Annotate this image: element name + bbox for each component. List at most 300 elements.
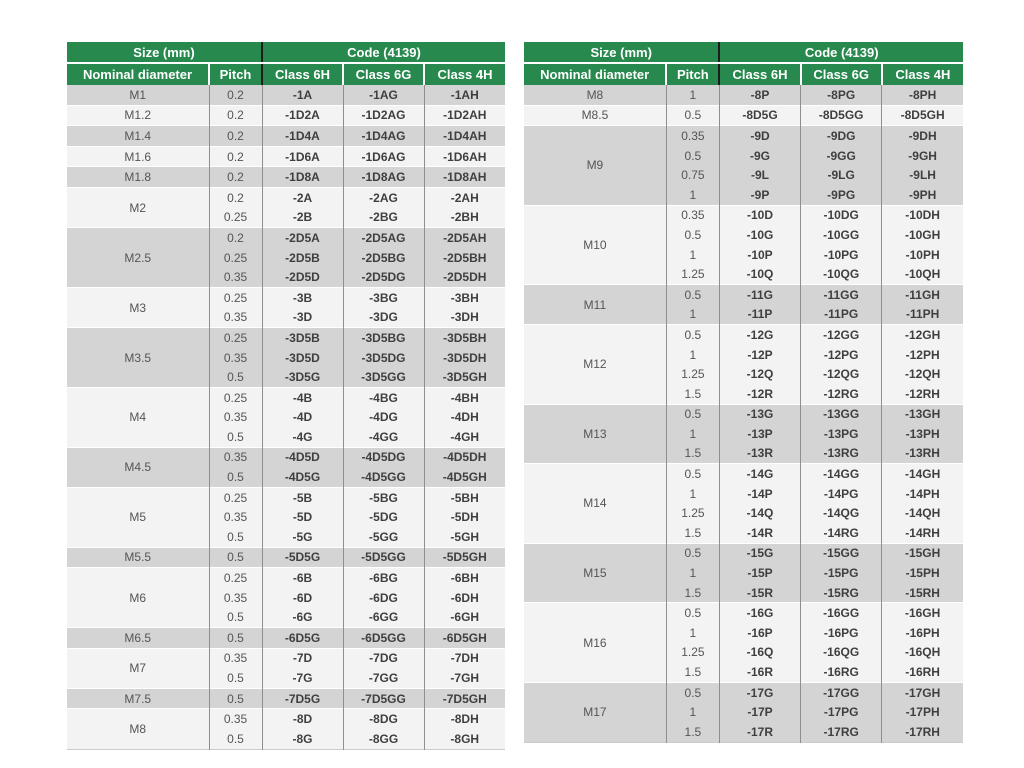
pitch-cell: 0.35 [666,126,719,146]
code-6g-cell: -2D5AG [343,228,424,248]
pitch-cell: 0.5 [666,464,719,484]
code-6g-cell: -7GG [343,668,424,688]
code-4h-cell: -13GH [882,404,963,424]
code-4139-header: Code (4139) [719,42,963,63]
pitch-cell: 0.5 [666,325,719,345]
code-6h-cell: -2A [262,187,343,207]
code-6h-cell: -5D5G [262,547,343,568]
pitch-cell: 0.5 [666,603,719,623]
code-4h-cell: -15PH [882,563,963,583]
code-6g-cell: -6D5GG [343,628,424,649]
code-6g-cell: -9PG [801,185,882,205]
code-6g-cell: -2BG [343,208,424,228]
code-6h-cell: -3D5G [262,367,343,387]
code-6g-cell: -10QG [801,264,882,284]
code-6h-cell: -1D2A [262,105,343,126]
table-row [524,603,963,623]
code-6h-cell: -9G [719,146,800,166]
code-4h-cell: -13PH [882,424,963,444]
code-6h-cell: -8G [262,729,343,749]
code-6g-cell: -6BG [343,568,424,588]
code-6g-cell: -13RG [801,444,882,464]
code-6h-cell: -14G [719,464,800,484]
pitch-cell: 0.5 [666,404,719,424]
pitch-cell: 1 [666,702,719,722]
table-body [67,85,505,749]
code-6h-cell: -3D5B [262,328,343,348]
code-4h-cell: -3D5GH [424,367,505,387]
code-6h-cell: -11G [719,284,800,304]
code-6h-cell: -16R [719,662,800,682]
pitch-cell: 0.75 [666,165,719,185]
code-4h-cell: -6GH [424,607,505,627]
code-6g-cell: -12RG [801,384,882,404]
pitch-cell: 0.25 [209,387,262,407]
code-6g-cell: -11PG [801,305,882,325]
pitch-cell: 0.5 [209,467,262,487]
code-4h-cell: -15GH [882,543,963,563]
code-4h-cell: -5DH [424,507,505,527]
code-6g-cell: -2AG [343,187,424,207]
pitch-cell: 0.2 [209,167,262,188]
nominal-diameter-cell: M3.5 [67,328,209,388]
pitch-cell: 1 [666,185,719,205]
code-4h-cell: -10GH [882,225,963,245]
code-4h-cell: -1AH [424,85,505,105]
pitch-cell: 0.5 [666,543,719,563]
pitch-cell: 0.2 [209,126,262,147]
code-6h-cell: -9D [719,126,800,146]
nominal-diameter-cell: M1 [67,85,209,105]
code-6g-cell: -3DG [343,308,424,328]
code-6g-cell: -9GG [801,146,882,166]
pitch-cell: 0.5 [666,682,719,702]
code-6g-cell: -4GG [343,427,424,447]
code-6h-cell: -16Q [719,643,800,663]
code-6g-cell: -1D2AG [343,105,424,126]
nominal-diameter-cell: M2 [67,187,209,227]
code-6h-cell: -4D5G [262,467,343,487]
pitch-cell: 0.2 [209,146,262,167]
pitch-cell: 0.2 [209,187,262,207]
class-6g-header: Class 6G [801,63,882,85]
code-6h-cell: -8D5G [719,105,800,126]
table-row [524,464,963,484]
code-6h-cell: -13P [719,424,800,444]
pitch-cell: 0.5 [209,607,262,627]
table-row [67,105,505,126]
class-6g-header: Class 6G [343,63,424,85]
code-4h-cell: -3BH [424,287,505,307]
code-6g-cell: -7DG [343,648,424,668]
table-row [524,682,963,702]
code-4h-cell: -17PH [882,702,963,722]
code-4h-cell: -7DH [424,648,505,668]
code-4h-cell: -8PH [882,85,963,105]
code-6h-cell: -7D [262,648,343,668]
code-4h-cell: -4D5DH [424,447,505,467]
code-6h-cell: -14R [719,523,800,543]
nominal-diameter-cell: M1.8 [67,167,209,188]
code-4h-cell: -16PH [882,623,963,643]
code-6g-cell: -14RG [801,523,882,543]
thread-code-table-left [67,42,505,750]
pitch-cell: 0.5 [209,688,262,709]
code-6h-cell: -2D5D [262,267,343,287]
pitch-cell: 0.5 [209,729,262,749]
code-6g-cell: -8GG [343,729,424,749]
size-mm-header: Size (mm) [524,42,719,63]
code-4h-cell: -4GH [424,427,505,447]
code-4h-cell: -15RH [882,583,963,603]
code-6g-cell: -6DG [343,588,424,608]
table-row [67,328,505,348]
pitch-cell: 1.5 [666,384,719,404]
code-6h-cell: -6D [262,588,343,608]
code-6g-cell: -1D8AG [343,167,424,188]
code-6h-cell: -6D5G [262,628,343,649]
code-6g-cell: -16RG [801,662,882,682]
code-4h-cell: -12RH [882,384,963,404]
pitch-cell: 1.5 [666,444,719,464]
code-4h-cell: -3D5BH [424,328,505,348]
code-6g-cell: -8DG [343,709,424,729]
nominal-diameter-cell: M1.2 [67,105,209,126]
code-6h-cell: -5D [262,507,343,527]
code-6g-cell: -10PG [801,245,882,265]
pitch-cell: 1 [666,484,719,504]
code-4h-cell: -9GH [882,146,963,166]
pitch-cell: 0.2 [209,105,262,126]
code-6h-cell: -1D4A [262,126,343,147]
thread-code-table-right [524,42,963,743]
code-4h-cell: -8GH [424,729,505,749]
code-4h-cell: -5BH [424,487,505,507]
pitch-cell: 1.5 [666,662,719,682]
code-6h-cell: -16G [719,603,800,623]
code-6g-cell: -13GG [801,404,882,424]
code-4139-header: Code (4139) [262,42,505,63]
code-4h-cell: -4D5GH [424,467,505,487]
code-4h-cell: -12GH [882,325,963,345]
code-6g-cell: -12PG [801,345,882,365]
pitch-cell: 1.5 [666,583,719,603]
pitch-cell: 0.5 [666,225,719,245]
code-4h-cell: -8DH [424,709,505,729]
code-6h-cell: -8P [719,85,800,105]
table-row [67,146,505,167]
code-6h-cell: -13R [719,444,800,464]
code-4h-cell: -10QH [882,264,963,284]
code-6h-cell: -7G [262,668,343,688]
nominal-diameter-cell: M5 [67,487,209,547]
pitch-cell: 0.25 [209,248,262,268]
pitch-cell: 1 [666,424,719,444]
pitch-cell: 0.5 [666,146,719,166]
code-6g-cell: -4D5GG [343,467,424,487]
nominal-diameter-cell: M8 [67,709,209,749]
pitch-cell: 1.5 [666,523,719,543]
pitch-cell: 0.25 [209,208,262,228]
pitch-cell: 1 [666,345,719,365]
table-row [67,688,505,709]
code-4h-cell: -11GH [882,284,963,304]
pitch-cell: 0.5 [209,427,262,447]
pitch-cell: 0.35 [209,267,262,287]
code-6g-cell: -14QG [801,503,882,523]
code-4h-cell: -10DH [882,205,963,225]
pitch-cell: 0.2 [209,228,262,248]
class-4h-header: Class 4H [882,63,963,85]
table-header [67,42,505,85]
code-6g-cell: -4D5DG [343,447,424,467]
pitch-cell: 0.25 [209,287,262,307]
code-6g-cell: -11GG [801,284,882,304]
code-6h-cell: -4B [262,387,343,407]
code-6h-cell: -11P [719,305,800,325]
code-6h-cell: -5B [262,487,343,507]
pitch-cell: 0.35 [209,408,262,428]
nominal-diameter-cell: M9 [524,126,666,205]
table-row [67,447,505,467]
table-row [524,284,963,304]
code-6g-cell: -4DG [343,408,424,428]
pitch-cell: 1.25 [666,503,719,523]
code-6h-cell: -9P [719,185,800,205]
code-6h-cell: -16P [719,623,800,643]
table-row [524,126,963,146]
nominal-diameter-cell: M3 [67,287,209,327]
code-4h-cell: -17GH [882,682,963,702]
code-4h-cell: -6DH [424,588,505,608]
code-6h-cell: -17G [719,682,800,702]
code-6h-cell: -12R [719,384,800,404]
nominal-diameter-cell: M1.4 [67,126,209,147]
code-4h-cell: -16RH [882,662,963,682]
nominal-diameter-cell: M7.5 [67,688,209,709]
pitch-cell: 0.35 [209,648,262,668]
code-6h-cell: -1D8A [262,167,343,188]
code-4h-cell: -14PH [882,484,963,504]
pitch-cell: 1 [666,85,719,105]
nominal-diameter-cell: M4.5 [67,447,209,487]
code-6h-cell: -10P [719,245,800,265]
nominal-diameter-cell: M4 [67,387,209,447]
code-6g-cell: -16GG [801,603,882,623]
nominal-diameter-cell: M13 [524,404,666,464]
code-4h-cell: -1D8AH [424,167,505,188]
pitch-cell: 0.35 [209,447,262,467]
code-6g-cell: -15PG [801,563,882,583]
table-row [67,487,505,507]
code-6g-cell: -17RG [801,722,882,742]
pitch-cell: 0.35 [209,507,262,527]
table-row [67,568,505,588]
code-6g-cell: -12GG [801,325,882,345]
pitch-cell: 0.35 [209,348,262,368]
code-4h-cell: -4DH [424,408,505,428]
pitch-cell: 0.5 [666,105,719,126]
code-6g-cell: -9DG [801,126,882,146]
pitch-cell: 1.25 [666,643,719,663]
code-4h-cell: -3DH [424,308,505,328]
table-row [67,287,505,307]
pitch-cell: 0.5 [209,367,262,387]
nominal-diameter-cell: M2.5 [67,228,209,288]
pitch-cell: 0.5 [209,547,262,568]
code-4h-cell: -2D5AH [424,228,505,248]
code-4h-cell: -7GH [424,668,505,688]
class-6h-header: Class 6H [719,63,800,85]
code-6g-cell: -10GG [801,225,882,245]
code-6h-cell: -14P [719,484,800,504]
table-row [67,709,505,729]
code-6h-cell: -4G [262,427,343,447]
pitch-cell: 1 [666,305,719,325]
class-6h-header: Class 6H [262,63,343,85]
code-6g-cell: -15RG [801,583,882,603]
code-4h-cell: -13RH [882,444,963,464]
table-row [67,126,505,147]
code-6h-cell: -2D5A [262,228,343,248]
table-header [524,42,963,85]
nominal-diameter-cell: M5.5 [67,547,209,568]
code-6h-cell: -8D [262,709,343,729]
code-6h-cell: -4D [262,408,343,428]
code-4h-cell: -8D5GH [882,105,963,126]
code-6g-cell: -2D5DG [343,267,424,287]
nominal-diameter-cell: M8 [524,85,666,105]
table-row [67,648,505,668]
code-6h-cell: -10G [719,225,800,245]
pitch-cell: 1.25 [666,364,719,384]
code-6h-cell: -5G [262,527,343,547]
code-6g-cell: -8PG [801,85,882,105]
pitch-cell: 0.25 [209,568,262,588]
code-4h-cell: -9PH [882,185,963,205]
code-6h-cell: -4D5D [262,447,343,467]
code-6g-cell: -17PG [801,702,882,722]
nominal-diameter-cell: M15 [524,543,666,603]
code-6h-cell: -2D5B [262,248,343,268]
code-4h-cell: -2AH [424,187,505,207]
pitch-cell: 1.5 [666,722,719,742]
code-6h-cell: -17R [719,722,800,742]
code-6h-cell: -14Q [719,503,800,523]
code-4h-cell: -14RH [882,523,963,543]
pitch-cell: 0.25 [209,487,262,507]
code-6h-cell: -6B [262,568,343,588]
table-row [524,543,963,563]
pitch-cell: 0.35 [209,308,262,328]
nominal-diameter-cell: M10 [524,205,666,284]
code-6g-cell: -9LG [801,165,882,185]
code-6g-cell: -7D5GG [343,688,424,709]
code-6g-cell: -5GG [343,527,424,547]
code-6h-cell: -3D [262,308,343,328]
code-4h-cell: -16QH [882,643,963,663]
code-4h-cell: -11PH [882,305,963,325]
pitch-cell: 0.5 [666,284,719,304]
pitch-cell: 0.25 [209,328,262,348]
code-4h-cell: -17RH [882,722,963,742]
code-6h-cell: -12P [719,345,800,365]
code-6g-cell: -13PG [801,424,882,444]
code-4h-cell: -6D5GH [424,628,505,649]
code-4h-cell: -4BH [424,387,505,407]
nominal-diameter-cell: M7 [67,648,209,688]
code-6h-cell: -15R [719,583,800,603]
table-row [524,325,963,345]
table-row [524,85,963,105]
size-mm-header: Size (mm) [67,42,262,63]
table-row [524,105,963,126]
code-4h-cell: -2D5DH [424,267,505,287]
nominal-diameter-cell: M8.5 [524,105,666,126]
code-4h-cell: -14GH [882,464,963,484]
code-6h-cell: -12Q [719,364,800,384]
code-6h-cell: -9L [719,165,800,185]
pitch-cell: 0.2 [209,85,262,105]
pitch-header: Pitch [666,63,719,85]
code-6h-cell: -1A [262,85,343,105]
nominal-diameter-cell: M6.5 [67,628,209,649]
code-6h-cell: -12G [719,325,800,345]
table-row [67,547,505,568]
code-4h-cell: -5D5GH [424,547,505,568]
code-4h-cell: -16GH [882,603,963,623]
code-6g-cell: -17GG [801,682,882,702]
code-6g-cell: -10DG [801,205,882,225]
code-6g-cell: -5BG [343,487,424,507]
nominal-diameter-cell: M1.6 [67,146,209,167]
code-4h-cell: -6BH [424,568,505,588]
code-6g-cell: -16PG [801,623,882,643]
nominal-diameter-cell: M17 [524,682,666,742]
table-row [67,228,505,248]
code-4h-cell: -14QH [882,503,963,523]
pitch-cell: 0.5 [209,527,262,547]
nominal-diameter-header: Nominal diameter [524,63,666,85]
nominal-diameter-cell: M11 [524,284,666,324]
pitch-header: Pitch [209,63,262,85]
code-6g-cell: -14PG [801,484,882,504]
nominal-diameter-header: Nominal diameter [67,63,209,85]
code-6g-cell: -5D5GG [343,547,424,568]
code-6h-cell: -2B [262,208,343,228]
table-row [524,205,963,225]
nominal-diameter-cell: M14 [524,464,666,543]
code-6g-cell: -1D4AG [343,126,424,147]
code-4h-cell: -1D2AH [424,105,505,126]
nominal-diameter-cell: M16 [524,603,666,682]
pitch-cell: 0.5 [209,668,262,688]
code-6h-cell: -1D6A [262,146,343,167]
table-row [67,187,505,207]
code-4h-cell: -1D4AH [424,126,505,147]
nominal-diameter-cell: M6 [67,568,209,628]
code-6g-cell: -15GG [801,543,882,563]
pitch-cell: 0.35 [666,205,719,225]
code-4h-cell: -1D6AH [424,146,505,167]
code-6g-cell: -16QG [801,643,882,663]
code-6g-cell: -3BG [343,287,424,307]
code-6g-cell: -2D5BG [343,248,424,268]
code-6h-cell: -15G [719,543,800,563]
class-4h-header: Class 4H [424,63,505,85]
code-4h-cell: -3D5DH [424,348,505,368]
code-6g-cell: -12QG [801,364,882,384]
